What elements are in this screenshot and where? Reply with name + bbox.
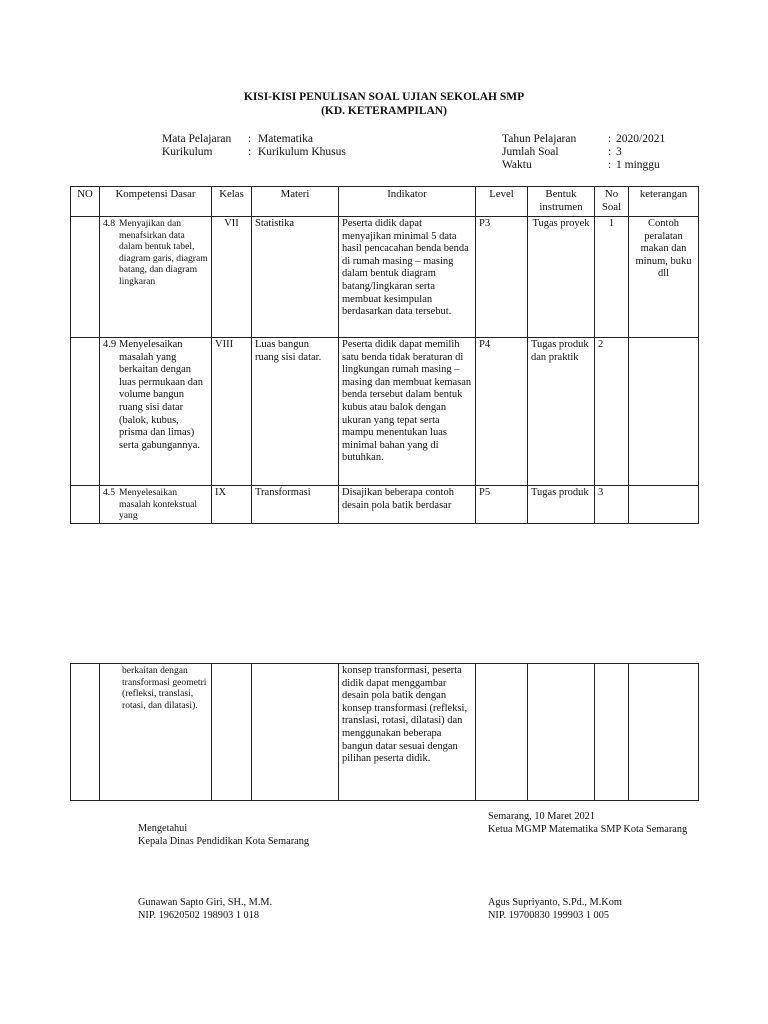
table-row — [71, 217, 699, 338]
cell-materi: Transformasi — [252, 486, 339, 524]
info-label: Tahun Pelajaran — [502, 133, 577, 145]
cell-keterangan — [629, 486, 699, 524]
cell-kompetensi — [100, 338, 212, 486]
cell-materi: Statistika — [252, 217, 339, 338]
cell-bentuk — [528, 664, 595, 801]
cell-kelas: VII — [212, 217, 252, 338]
kd-number: 4.9 — [103, 339, 117, 350]
info-sep: : — [608, 159, 612, 171]
cell-level: P3 — [476, 217, 528, 338]
info-label: Mata Pelajaran — [162, 133, 232, 145]
cell-indikator: Peserta didik dapat memilih satu benda tidak beraturan di lingkungan rumah masing – masing dan membuat kemasan benda tersebut dalam bentuk kubus atau balok dengan ukuran yang tepat serta mampu menentukan luas minimal bahan yang di butuhkan. — [339, 338, 476, 486]
left-signer-line1: Mengetahui — [138, 823, 188, 834]
cell-level — [476, 664, 528, 801]
cell-keterangan — [629, 664, 699, 801]
cell-no-soal: 1 — [595, 217, 629, 338]
kd-number: 4.8 — [103, 218, 115, 229]
header-no-soal: No Soal — [595, 187, 629, 217]
info-row-curriculum — [162, 146, 346, 159]
kisi-kisi-table-continued — [70, 663, 699, 801]
cell-keterangan: Contoh peralatan makan dan minum, buku dll — [629, 217, 699, 338]
kd-text: Menyelesaikan masalah yang berkaitan dengan luas permukaan dan volume bangun ruang sisi datar (balok, kubus, prisma dan limas) serta gabungannya. — [119, 339, 203, 451]
cell-keterangan — [629, 338, 699, 486]
header-no: NO — [71, 187, 100, 217]
cell-level: P5 — [476, 486, 528, 524]
table-header-row — [71, 187, 699, 217]
info-value: 1 minggu — [616, 159, 660, 171]
cell-no-soal: 3 — [595, 486, 629, 524]
cell-kompetensi — [100, 486, 212, 524]
cell-indikator: konsep transformasi, peserta didik dapat menggambar desain pola batik dengan konsep transformasi (refleksi, translasi, rotasi, dilatasi) dan menggunakan beberapa bangun datar sesuai dengan pilihan peserta didik. — [339, 664, 476, 801]
left-signer-nip: NIP. 19620502 198903 1 018 — [138, 910, 259, 921]
kisi-kisi-table — [70, 186, 699, 524]
info-row-count — [502, 146, 665, 159]
info-row-time — [502, 159, 665, 172]
cell-kelas: VIII — [212, 338, 252, 486]
place-date: Semarang, 10 Maret 2021 — [488, 811, 595, 822]
cell-no — [71, 217, 100, 338]
cell-level: P4 — [476, 338, 528, 486]
header-bentuk: Bentuk instrumen — [528, 187, 595, 217]
kd-number: 4.5 — [103, 487, 115, 498]
document-title: KISI-KISI PENULISAN SOAL UJIAN SEKOLAH SMP — [243, 91, 525, 103]
cell-indikator: Disajikan beberapa contoh desain pola batik berdasar — [339, 486, 476, 524]
info-value: Matematika — [258, 133, 313, 145]
header-indikator: Indikator — [339, 187, 476, 217]
cell-no — [71, 486, 100, 524]
cell-kelas: IX — [212, 486, 252, 524]
cell-no — [71, 664, 100, 801]
header-keterangan: keterangan — [629, 187, 699, 217]
kd-text: Menyelesaikan masalah kontekstual yang — [119, 487, 198, 521]
cell-materi — [252, 664, 339, 801]
kd-text: Menyajikan dan menafsirkan data dalam bentuk tabel, diagram garis, diagram batang, dan diagram lingkaran — [119, 218, 208, 287]
info-label: Waktu — [502, 159, 532, 171]
info-sep: : — [608, 133, 612, 145]
cell-indikator: Peserta didik dapat menyajikan minimal 5 data hasil pencacahan benda benda di rumah masing – masing dalam bentuk diagram batang/lingkaran serta membuat kesimpulan berdasarkan data tersebut. — [339, 217, 476, 338]
cell-kelas — [212, 664, 252, 801]
info-left — [162, 133, 346, 159]
header-level: Level — [476, 187, 528, 217]
cell-bentuk: Tugas produk dan praktik — [528, 338, 595, 486]
right-signer-nip: NIP. 19700830 199903 1 005 — [488, 910, 609, 921]
table-row — [71, 338, 699, 486]
document-subtitle: (KD. KETERAMPILAN) — [321, 105, 447, 117]
cell-bentuk: Tugas produk — [528, 486, 595, 524]
header-kompetensi: Kompetensi Dasar — [100, 187, 212, 217]
cell-kompetensi — [100, 217, 212, 338]
info-row-year — [502, 133, 665, 146]
info-label: Jumlah Soal — [502, 146, 559, 158]
left-signer-title: Kepala Dinas Pendidikan Kota Semarang — [138, 836, 309, 847]
header-kelas: Kelas — [212, 187, 252, 217]
info-sep: : — [248, 133, 252, 145]
info-value: 3 — [616, 146, 622, 158]
cell-kompetensi: berkaitan dengan transformasi geometri (refleksi, translasi, rotasi, dan dilatasi). — [100, 664, 212, 801]
right-signer-name: Agus Supriyanto, S.Pd., M.Kom — [488, 897, 622, 908]
cell-no-soal: 2 — [595, 338, 629, 486]
cell-materi: Luas bangun ruang sisi datar. — [252, 338, 339, 486]
info-value: Kurikulum Khusus — [258, 146, 346, 158]
cell-no-soal — [595, 664, 629, 801]
cell-bentuk: Tugas proyek — [528, 217, 595, 338]
info-label: Kurikulum — [162, 146, 213, 158]
table-row — [71, 486, 699, 524]
info-row-subject — [162, 133, 346, 146]
header-materi: Materi — [252, 187, 339, 217]
info-sep: : — [248, 146, 252, 158]
info-right — [502, 133, 665, 172]
info-sep: : — [608, 146, 612, 158]
table-row-continued — [71, 664, 699, 801]
left-signer-name: Gunawan Sapto Giri, SH., M.M. — [138, 897, 273, 908]
right-signer-title: Ketua MGMP Matematika SMP Kota Semarang — [488, 824, 688, 835]
info-value: 2020/2021 — [616, 133, 666, 145]
cell-no — [71, 338, 100, 486]
